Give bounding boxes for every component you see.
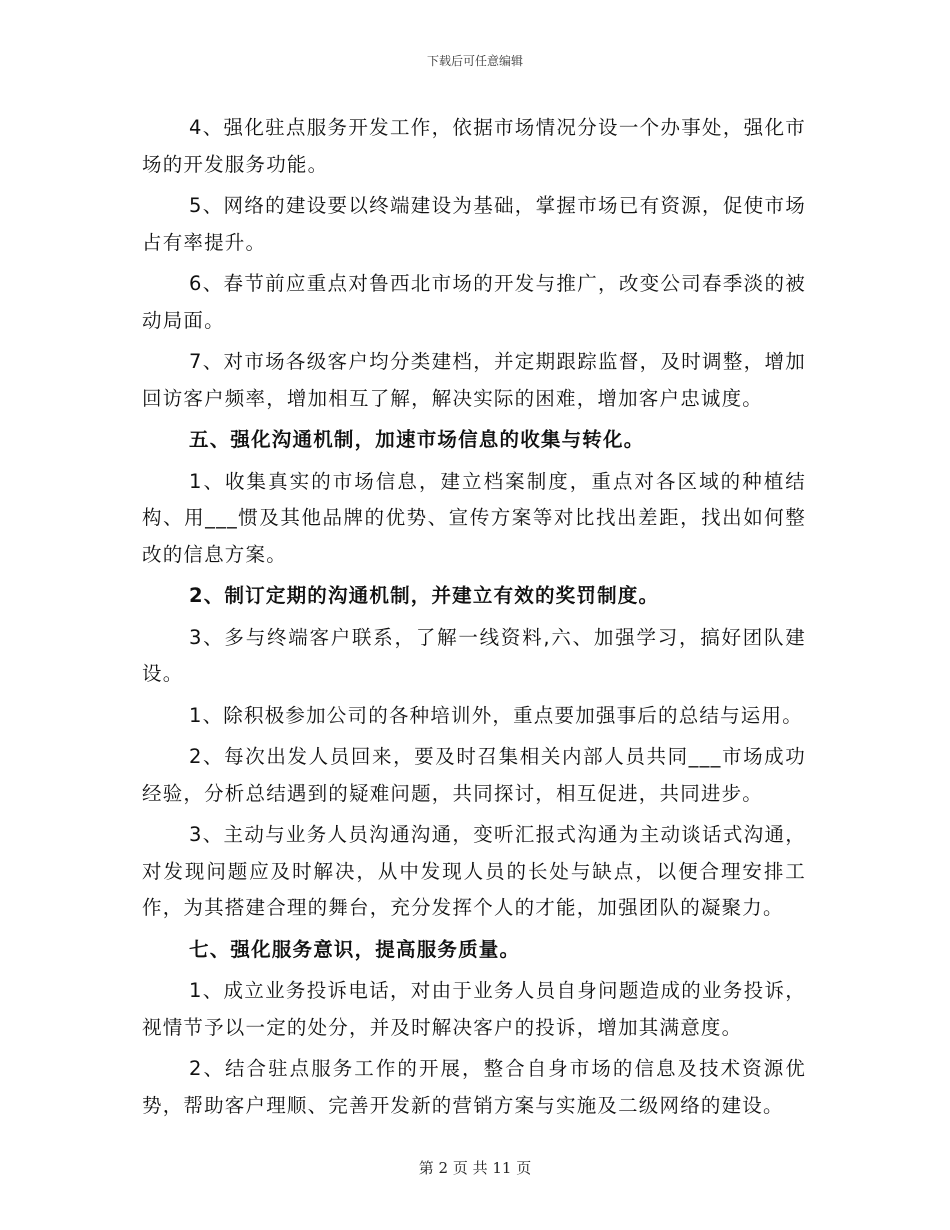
- paragraph-section6-item-3: 3、主动与业务人员沟通沟通，变听汇报式沟通为主动谈话式沟通，对发现问题应及时解决，从中发现人员的长处与缺点，以便合理安排工作，为其搭建合理的舞台，充分发挥个人的才能，加强团队的凝聚力。: [142, 823, 806, 919]
- paragraph-section6-item-1: 1、除积极参加公司的各种培训外，重点要加强事后的总结与运用。: [189, 703, 803, 727]
- page-header: 下载后可任意编辑: [426, 54, 523, 68]
- section-heading-5: 五、强化沟通机制，加速市场信息的收集与转化。: [189, 428, 645, 451]
- paragraph-section7-item-1: 1、成立业务投诉电话，对由于业务人员自身问题造成的业务投诉，视情节予以一定的处分，并及时解决客户的投诉，增加其满意度。: [142, 979, 806, 1039]
- page-number: 第 2 页 共 11 页: [418, 1159, 532, 1177]
- paragraph-section7-item-2: 2、结合驻点服务工作的开展，整合自身市场的信息及技术资源优势，帮助客户理顺、完善开发新的营销方案与实施及二级网络的建设。: [142, 1057, 806, 1117]
- paragraph-item-6: 6、春节前应重点对鲁西北市场的开发与推广，改变公司春季淡的被动局面。: [142, 272, 806, 332]
- paragraph-item-7: 7、对市场各级客户均分类建档，并定期跟踪监督，及时调整，增加回访客户频率，增加相互了解，解决实际的困难，增加客户忠诚度。: [142, 350, 806, 410]
- paragraph-section5-item-3: 3、多与终端客户联系，了解一线资料,六、加强学习，搞好团队建设。: [142, 625, 806, 685]
- paragraph-item-4: 4、强化驻点服务开发工作，依据市场情况分设一个办事处，强化市场的开发服务功能。: [142, 116, 806, 176]
- paragraph-item-5: 5、网络的建设要以终端建设为基础，掌握市场已有资源，促使市场占有率提升。: [142, 194, 806, 254]
- section-heading-7: 七、强化服务意识，提高服务质量。: [189, 937, 521, 961]
- paragraph-section5-item-1: 1、收集真实的市场信息，建立档案制度，重点对各区域的种植结构、用___惯及其他品牌的优势、宣传方案等对比找出差距，找出如何整改的信息方案。: [142, 469, 806, 566]
- paragraph-section5-item-2: 2、制订定期的沟通机制，并建立有效的奖罚制度。: [189, 584, 660, 607]
- document-body: [142, 110, 806, 1129]
- paragraph-section6-item-2: 2、每次出发人员回来，要及时召集相关内部人员共同___市场成功经验，分析总结遇到的疑难问题，共同探讨，相互促进，共同进步。: [142, 745, 806, 805]
